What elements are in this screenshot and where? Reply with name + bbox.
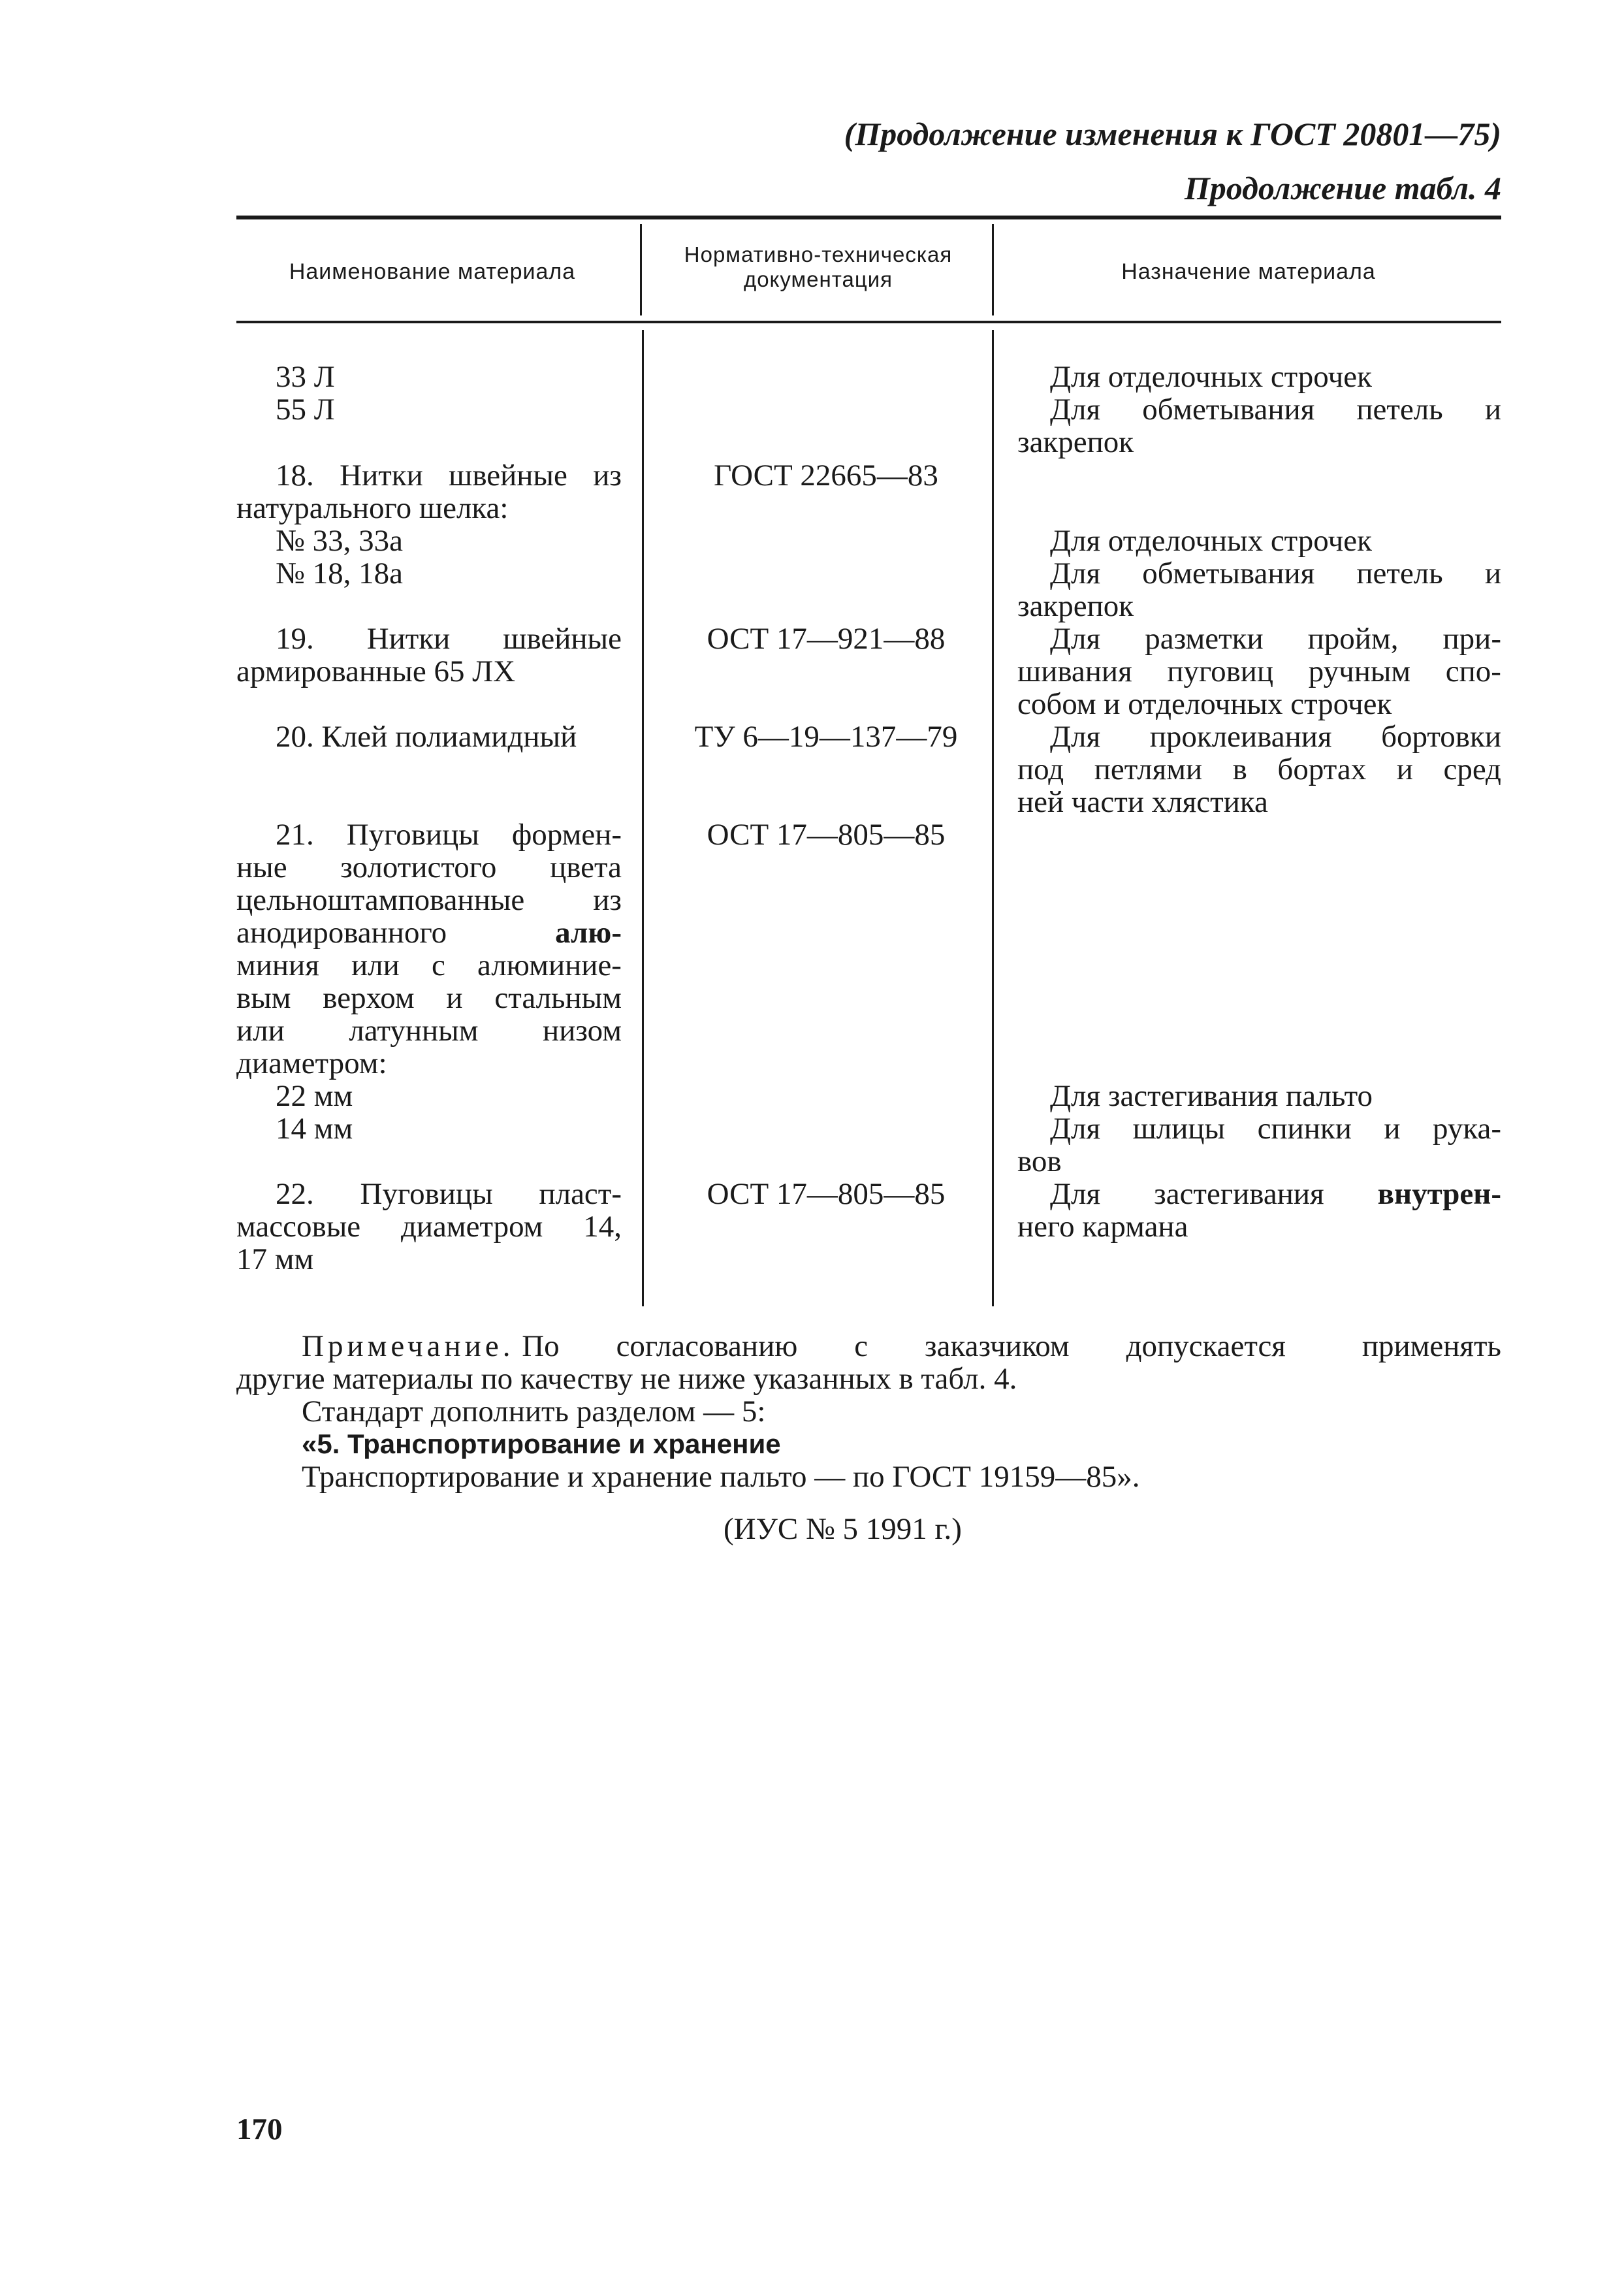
table-row: 22. Пуговицы пласт- массовые диаметром 14, 17 мм — [236, 1177, 622, 1276]
section-title: «5. Транспортирование и хранение — [302, 1428, 781, 1459]
table-row — [236, 361, 622, 426]
column-header-documentation: Нормативно-техническая документация — [684, 242, 953, 291]
amendment-instruction: Стандарт дополнить разделом — 5: — [302, 1395, 766, 1428]
column-header-name: Наименование материала — [289, 259, 576, 284]
material-purpose: Для отделочных строчек Для обметывания петель и закрепок — [1017, 360, 1501, 459]
column-divider — [642, 330, 644, 1306]
table-row: 21. Пуговицы формен- ные золотистого цвета цельноштампованные из анодированного алю- миния или с алюминие- вым верхом и стальным или латунным низом диаметром: 22 мм 14 мм — [236, 818, 622, 1146]
material-name: 20. Клей полиамидный — [276, 720, 577, 754]
material-name: № 18, 18а — [276, 556, 403, 590]
table-header-rule — [236, 321, 1501, 323]
documentation-ref: ТУ 6—19—137—79 — [694, 720, 958, 754]
documentation-ref: ОСТ 17—921—88 — [707, 622, 946, 656]
material-size: 22 мм — [276, 1079, 353, 1113]
table-row: 18. Нитки швейные из натурального шелка: № 33, 33а № 18, 18а — [236, 459, 622, 590]
column-divider — [640, 224, 642, 315]
material-purpose: Для отделочных строчек Для обметывания петель и закрепок — [1017, 524, 1501, 623]
material-name: 55 Л — [276, 393, 335, 427]
section-text: Транспортирование и хранение пальто — по ГОСТ 19159—85». — [302, 1460, 1140, 1494]
material-purpose: Для разметки пройм, при- шивания пуговиц ручным спо- собом и отделочных строчек — [1017, 622, 1501, 721]
documentation-ref: ОСТ 17—805—85 — [707, 818, 946, 852]
table-top-rule — [236, 216, 1501, 219]
table-row — [236, 720, 622, 753]
source-reference: (ИУС № 5 1991 г.) — [724, 1512, 962, 1546]
table-continuation-label: Продолжение табл. 4 — [1184, 170, 1501, 206]
column-divider — [992, 224, 994, 315]
continuation-title: (Продолжение изменения к ГОСТ 20801—75) — [844, 116, 1501, 152]
material-name: № 33, 33а — [276, 524, 403, 558]
documentation-ref: ГОСТ 22665—83 — [714, 459, 938, 492]
material-purpose: Для застегивания пальто Для шлицы спинки и рука- вов — [1017, 1079, 1501, 1178]
table-row: 19. Нитки швейные армированные 65 ЛХ — [236, 622, 622, 688]
material-size: 14 мм — [276, 1112, 353, 1146]
page-number: 170 — [236, 2112, 283, 2146]
material-purpose: Для проклеивания бортовки под петлями в бортах и сред ней части хлястика — [1017, 720, 1501, 819]
column-header-purpose: Назначение материала — [1121, 259, 1376, 284]
material-purpose: Для застегивания внутрен- него кармана — [1017, 1177, 1501, 1244]
table-note: Примечание. По согласованию с заказчиком допускается применять другие материалы по качеству не ниже указанных в табл. 4. — [236, 1329, 1501, 1396]
documentation-ref: ОСТ 17—805—85 — [707, 1177, 946, 1211]
material-name: 33 Л — [276, 360, 335, 394]
